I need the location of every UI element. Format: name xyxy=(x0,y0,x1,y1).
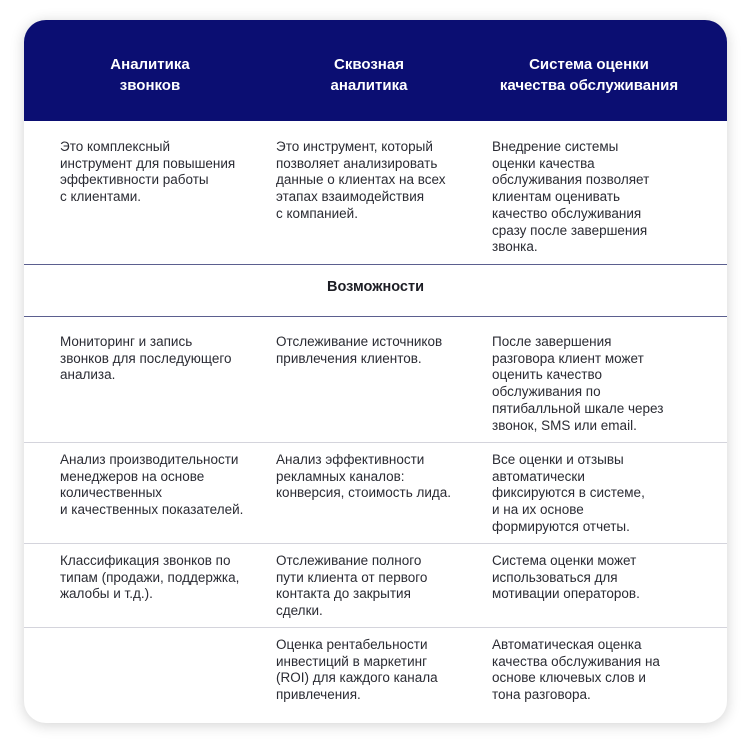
intro-cell-col1: Это комплексный инструмент для повышения эффективности работы с клиентами. xyxy=(60,139,236,205)
table-cell: Анализ эффективности рекламных каналов: конверсия, стоимость лида. xyxy=(276,452,452,501)
table-cell: Автоматическая оценка качества обслуживания на основе ключевых слов и тона разговора. xyxy=(492,637,660,703)
section-divider-bottom xyxy=(24,316,727,317)
row-divider xyxy=(24,442,727,443)
table-cell: После завершения разговора клиент может оценить качество обслуживания по пятибалльной шкале через звонок, SMS или email. xyxy=(492,334,664,433)
intro-cell-col3: Внедрение системы оценки качества обслуживания позволяет клиентам оценивать качество обслуживания сразу после завершения звонка. xyxy=(492,139,650,255)
row-divider xyxy=(24,627,727,628)
table-cell: Система оценки может использоваться для мотивации операторов. xyxy=(492,553,640,602)
table-header xyxy=(24,20,727,121)
table-cell: Оценка рентабельности инвестиций в маркетинг (ROI) для каждого канала привлечения. xyxy=(276,637,438,703)
table-cell: Классификация звонков по типам (продажи, поддержка, жалобы и т.д.). xyxy=(60,553,240,602)
table-cell: Мониторинг и запись звонков для последующего анализа. xyxy=(60,334,232,383)
row-divider xyxy=(24,543,727,544)
section-title: Возможности xyxy=(327,279,424,295)
table-cell: Отслеживание полного пути клиента от первого контакта до закрытия сделки. xyxy=(276,553,428,619)
comparison-table-card xyxy=(24,20,727,723)
table-cell: Все оценки и отзывы автоматически фиксируются в системе, и на их основе формируются отчеты. xyxy=(492,452,645,534)
section-divider-top xyxy=(24,264,727,265)
header-service-quality-system: Система оценки качества обслуживания xyxy=(499,56,679,94)
header-end-to-end-analytics: Сквозная аналитика xyxy=(330,56,408,94)
table-cell: Отслеживание источников привлечения клиентов. xyxy=(276,334,443,366)
table-cell: Анализ производительности менеджеров на основе количественных и качественных показателей. xyxy=(60,452,244,518)
header-call-analytics: Аналитика звонков xyxy=(110,56,190,94)
intro-cell-col2: Это инструмент, который позволяет анализировать данные о клиентах на всех этапах взаимодействия с компанией. xyxy=(276,139,446,221)
